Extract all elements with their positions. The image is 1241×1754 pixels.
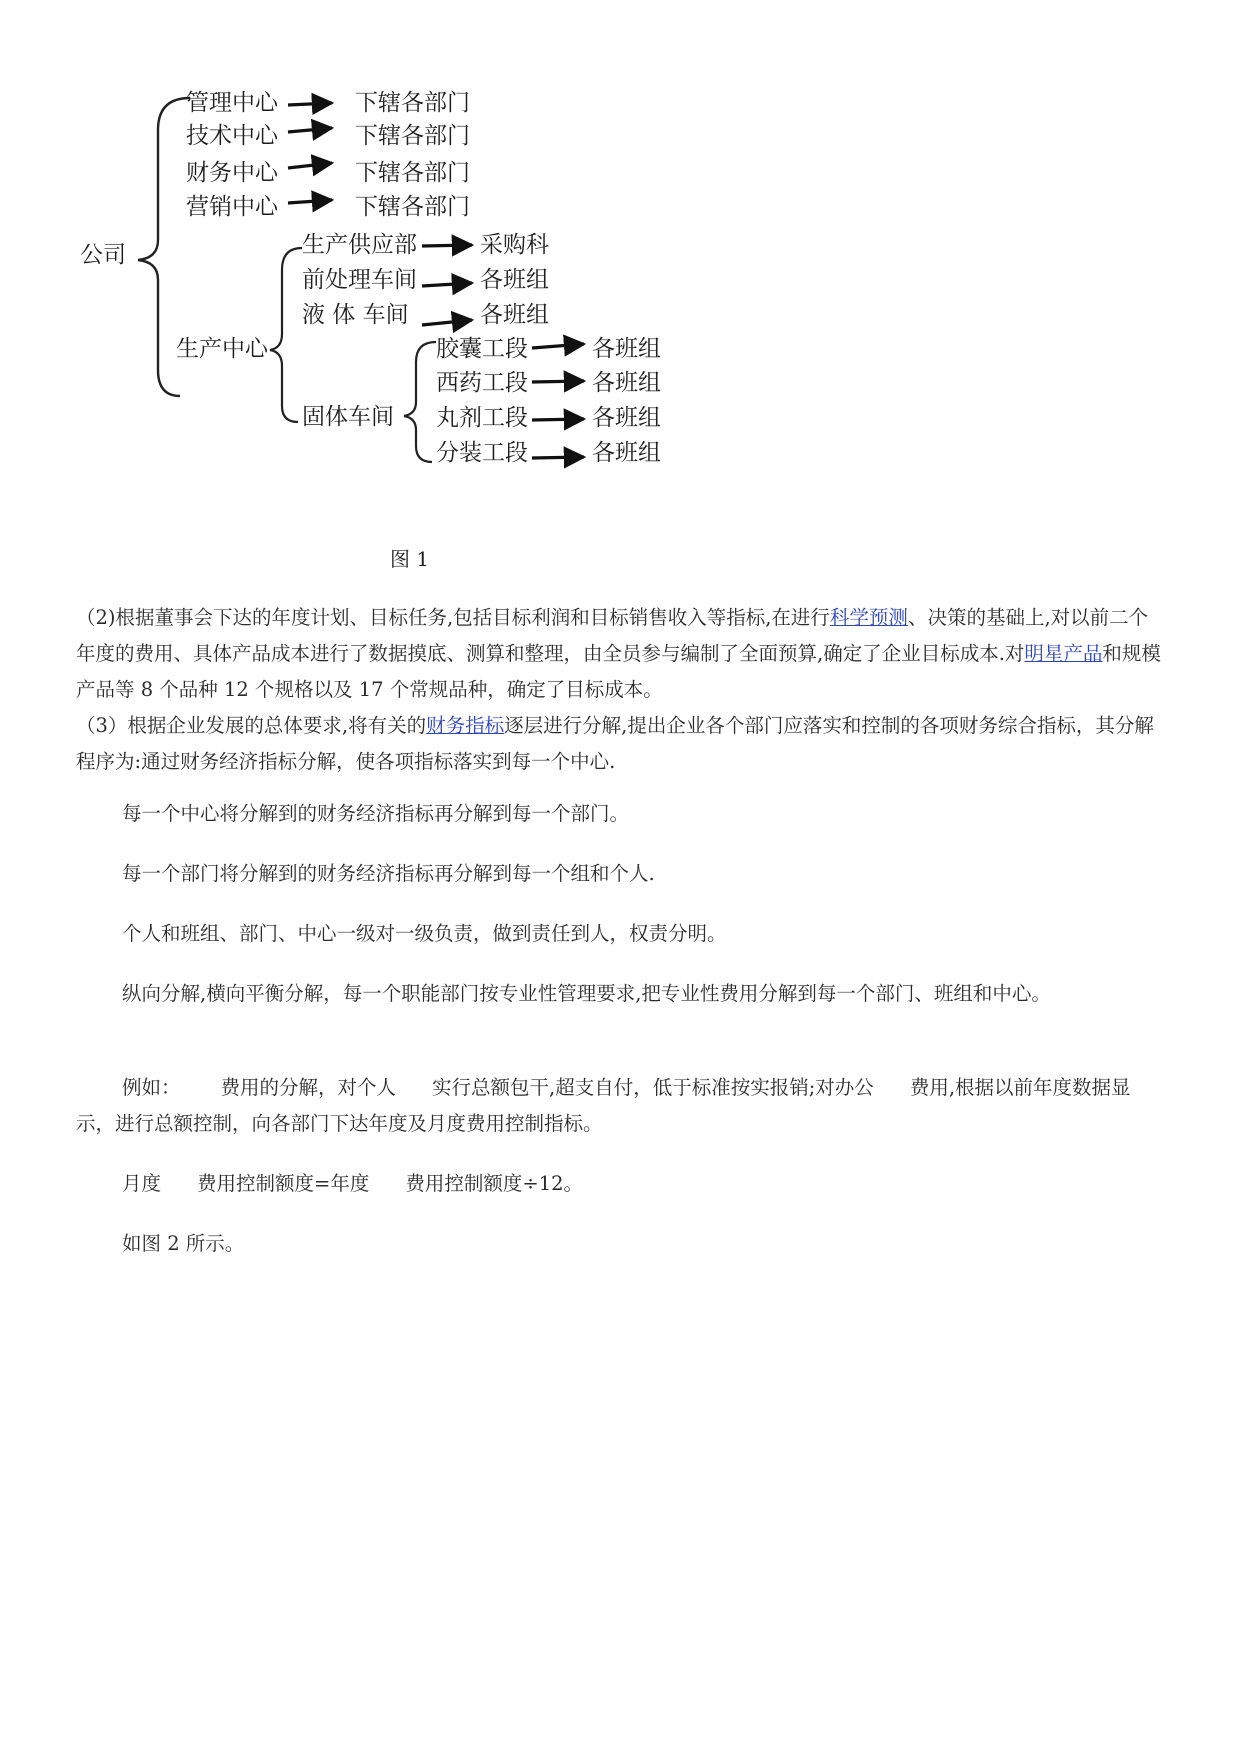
link-star-products[interactable]: 明星产品: [1024, 642, 1103, 665]
arrow-center-1: [288, 103, 332, 105]
figure-caption: 图 1: [390, 547, 430, 571]
node-section: 西药工段: [436, 370, 528, 396]
arrow-unit-1: [422, 245, 472, 246]
node-center-target: 下辖各部门: [355, 90, 470, 116]
arrow-center-2: [288, 128, 332, 132]
text-run: 月度: [122, 1172, 162, 1195]
paragraph-10-text: 如图 2 所示。: [122, 1232, 245, 1255]
text-run: 实行总额包干,超支自付，低于标准按实报销;对办公: [432, 1076, 874, 1099]
node-center: 技术中心: [186, 123, 278, 149]
arrow-section-4: [532, 457, 584, 458]
arrow-center-3: [288, 163, 332, 168]
link-scientific-forecast[interactable]: 科学预测: [829, 606, 908, 629]
text-run: 费用,根据以前年度数据显示，进行总额控制，向各部门下达年度及月度费用控制指标。: [76, 1076, 1131, 1135]
node-unit: 生产供应部: [302, 232, 417, 258]
paragraph-5: [76, 856, 1166, 892]
node-section-target: 各班组: [592, 405, 661, 431]
paragraph-4-text: 每一个中心将分解到的财务经济指标再分解到每一个部门。: [122, 802, 630, 825]
node-section-target: 各班组: [592, 440, 661, 466]
arrow-unit-3: [422, 320, 472, 325]
paragraph-9: [76, 1166, 1166, 1202]
node-company: 公司: [80, 242, 126, 268]
arrow-section-1: [532, 344, 584, 348]
production-brace: [270, 248, 302, 422]
node-center-target: 下辖各部门: [355, 194, 470, 220]
node-unit-target: 各班组: [480, 302, 549, 328]
text-run: 费用控制额度=年度: [197, 1172, 370, 1195]
paragraph-5-text: 每一个部门将分解到的财务经济指标再分解到每一个组和个人.: [122, 862, 655, 885]
node-production-center: 生产中心: [176, 336, 268, 362]
paragraph-8: [76, 1070, 1166, 1142]
node-unit: 液 体 车间: [302, 302, 409, 328]
node-unit: 前处理车间: [302, 267, 417, 293]
text-run: （3）根据企业发展的总体要求,将有关的: [76, 714, 427, 737]
node-section-target: 各班组: [592, 336, 661, 362]
paragraph-6: [76, 916, 1166, 952]
paragraph-7: [76, 976, 1166, 1012]
text-run: 逐层进行分解,提出企业各个部门应落实和控制的各项财务综合指标，其分解程序为:通过财务经济指标分解，使各项指标落实到每一个中心.: [76, 714, 1154, 773]
paragraph-2: [76, 600, 1166, 708]
org-chart-lines: [70, 80, 770, 580]
paragraph-7-text: 纵向分解,横向平衡分解，每一个职能部门按专业性管理要求,把专业性费用分解到每一个部门、班组和中心。: [122, 982, 1051, 1005]
paragraph-6-text: 个人和班组、部门、中心一级对一级负责，做到责任到人，权责分明。: [122, 922, 727, 945]
arrow-unit-2: [422, 283, 472, 286]
arrow-section-3: [532, 419, 584, 420]
node-unit-target: 各班组: [480, 267, 549, 293]
node-section: 胶囊工段: [436, 336, 528, 362]
node-center: 财务中心: [186, 160, 278, 186]
node-unit-target: 采购科: [480, 232, 549, 258]
arrow-center-4: [288, 200, 332, 203]
org-chart-figure: [70, 80, 770, 580]
paragraph-4: [76, 796, 1166, 832]
paragraph-3: [76, 708, 1166, 780]
node-solid-workshop: 固体车间: [302, 404, 394, 430]
node-section: 分装工段: [436, 440, 528, 466]
text-run: 例如：: [122, 1076, 181, 1099]
text-run: 费用的分解，对个人: [220, 1076, 397, 1099]
solid-brace: [404, 342, 436, 462]
node-center: 营销中心: [186, 194, 278, 220]
text-run: 、决策的基础上,对以前二个年度的费用、具体产品成本进行了数据摸底、测算和整理，由全员参与编制了全面预算,确定了企业目标成本.对: [76, 606, 1149, 665]
node-center-target: 下辖各部门: [355, 123, 470, 149]
node-center-target: 下辖各部门: [355, 160, 470, 186]
arrow-section-2: [532, 381, 584, 382]
node-center: 管理中心: [186, 90, 278, 116]
text-run: 和规模产品等 8 个品种 12 个规格以及 17 个常规品种，确定了目标成本。: [76, 642, 1161, 701]
node-section: 丸剂工段: [436, 405, 528, 431]
link-financial-indicators[interactable]: 财务指标: [426, 714, 505, 737]
paragraph-10: [76, 1226, 1166, 1262]
node-section-target: 各班组: [592, 370, 661, 396]
text-run: （2)根据董事会下达的年度计划、目标任务,包括目标利润和目标销售收入等指标,在进行: [76, 606, 830, 629]
text-run: 费用控制额度÷12。: [405, 1172, 584, 1195]
